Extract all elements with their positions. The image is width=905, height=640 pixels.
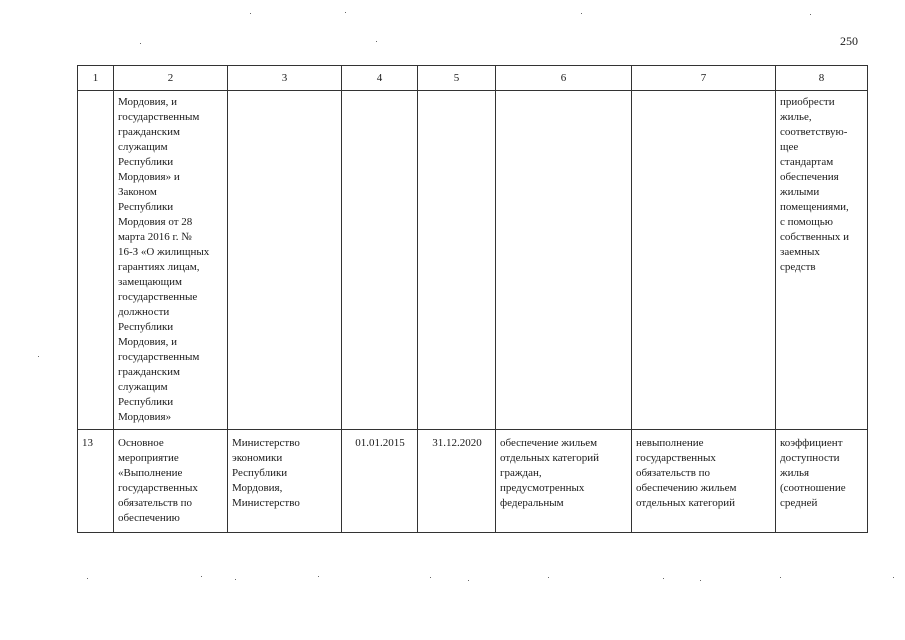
cell-text-line: Республики [118,201,174,213]
cell-text-line: жилья [780,467,810,479]
cell-text-line: жилье, [780,111,812,123]
cell-text-line: Министерство [232,437,300,449]
scan-speck [468,580,469,581]
cell-text-line: Законом [118,186,157,198]
cell-text-line: обеспечению [118,512,180,524]
cell-text-line: доступности [780,452,840,464]
legal-basis-cell [114,91,228,430]
cell-text-line: служащим [118,141,168,153]
column-header: 1 [78,66,114,91]
cell-text-line: приобрести [780,96,835,108]
cell-text-line: Мордовия» и [118,171,180,183]
column-header: 8 [776,66,868,91]
scan-speck [345,12,346,13]
cell-text-line: экономики [232,452,283,464]
start-date-cell [342,430,418,533]
cell-text-line: государственным [118,351,200,363]
scan-speck [140,43,141,44]
cell-text-line: жилыми [780,186,820,198]
cell-text-line: мероприятие [118,452,179,464]
column-header: 2 [114,66,228,91]
indicator-cell [776,91,868,430]
cell-text-line: государственных [118,482,198,494]
scan-speck [235,579,236,580]
cell-text-line: соответствую- [780,126,848,138]
cell-text-line: государственным [118,111,200,123]
cell-text-line: Мордовия, и [118,96,177,108]
table-row [78,91,868,430]
scan-speck [548,577,549,578]
cell-text-line: Основное [118,437,164,449]
cell-text-line: Республики [118,321,174,333]
cell-text-line: марта 2016 г. № [118,231,192,243]
column-header: 3 [228,66,342,91]
result-cell [496,91,632,430]
cell-text-line: обязательств по [118,497,193,509]
cell-text-line: 01.01.2015 [355,437,405,449]
column-header: 6 [496,66,632,91]
scan-speck [700,580,701,581]
scan-speck [663,578,664,579]
cell-text-line: Мордовия, и [118,336,177,348]
cell-text-line: (соотношение [780,482,846,494]
cell-text-line: государственных [636,452,716,464]
cell-text-line: предусмотренных [500,482,585,494]
cell-text-line: Министерство [232,497,300,509]
executor-cell [228,430,342,533]
row-number-cell [78,91,114,430]
table-row [78,430,868,533]
consequence-cell [632,91,776,430]
cell-text-line: Республики [118,396,174,408]
cell-text-line: гарантиях лицам, [118,261,200,273]
scan-speck [893,577,894,578]
scan-speck [87,578,88,579]
cell-text-line: средней [780,497,818,509]
cell-text-line: обеспечение жильем [500,437,598,449]
header-row [78,66,868,91]
cell-text-line: должности [118,306,170,318]
cell-text-line: помещениями, [780,201,849,213]
cell-text-line: федеральным [500,497,564,509]
cell-text-line: обязательств по [636,467,711,479]
start-date-cell [342,91,418,430]
cell-text-line: обеспечения [780,171,839,183]
executor-cell [228,91,342,430]
cell-text-line: Республики [118,156,174,168]
cell-text-line: замещающим [118,276,182,288]
cell-text-line: служащим [118,381,168,393]
row-number-cell [78,430,114,533]
cell-text-line: 31.12.2020 [432,437,482,449]
cell-text-line: Мордовия от 28 [118,216,193,228]
cell-text-line: отдельных категорий [500,452,600,464]
cell-text-line: невыполнение [636,437,704,449]
scan-speck [318,576,319,577]
end-date-cell [418,91,496,430]
end-date-cell [418,430,496,533]
result-cell [496,430,632,533]
column-header: 4 [342,66,418,91]
cell-text-line: собственных и [780,231,849,243]
cell-text-line: Мордовия» [118,411,172,423]
cell-text-line: гражданским [118,366,180,378]
program-table [77,65,868,533]
cell-text-line: «Выполнение [118,467,183,479]
scan-speck [780,577,781,578]
scan-speck [250,13,251,14]
scan-speck [201,576,202,577]
cell-text-line: гражданским [118,126,180,138]
page-number: 250 [840,34,858,48]
cell-text-line: граждан, [500,467,542,479]
cell-text-line: государственные [118,291,198,303]
cell-text-line: средств [780,261,816,273]
scan-speck [38,356,39,357]
cell-text-line: коэффициент [780,437,843,449]
scan-speck [581,13,582,14]
cell-text-line: 13 [82,437,93,449]
scan-speck [810,14,811,15]
cell-text-line: Республики [232,467,288,479]
cell-text-line: 16-З «О жилищных [118,246,210,258]
cell-text-line: обеспечению жильем [636,482,737,494]
measure-name-cell [114,430,228,533]
column-header: 5 [418,66,496,91]
cell-text-line: заемных [780,246,820,258]
cell-text-line: щее [780,141,799,153]
column-header: 7 [632,66,776,91]
consequence-cell [632,430,776,533]
scan-speck [376,41,377,42]
cell-text-line: отдельных категорий [636,497,736,509]
cell-text-line: стандартам [780,156,834,168]
cell-text-line: Мордовия, [232,482,283,494]
indicator-cell [776,430,868,533]
cell-text-line: с помощью [780,216,833,228]
scan-speck [430,577,431,578]
